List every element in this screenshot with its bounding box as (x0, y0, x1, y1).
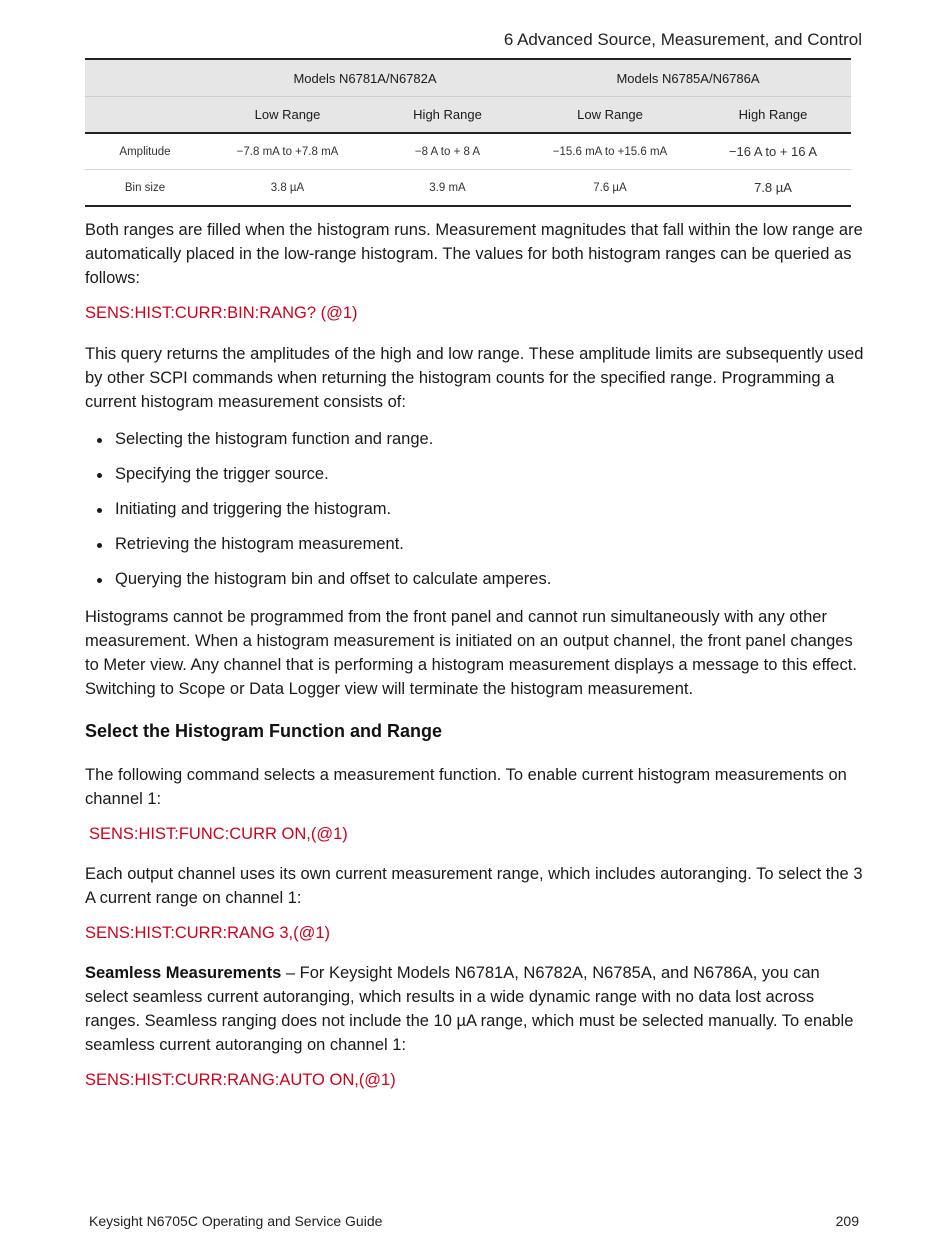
table-cell: 3.9 mA (370, 170, 525, 207)
table-model-header-row (85, 59, 851, 97)
table-cell: −7.8 mA to +7.8 mA (205, 133, 370, 170)
scpi-command-func-curr: SENS:HIST:FUNC:CURR ON,(@1) (89, 825, 348, 843)
paragraph-seamless (85, 961, 865, 1057)
paragraph-ranges-filled: Both ranges are filled when the histogram runs. Measurement magnitudes that fall within the low range are automatically placed in the low-range histogram. The values for both histogram ranges can be queried as follows: (85, 221, 863, 287)
table-range-header-row (85, 97, 851, 134)
table-row-label: Bin size (85, 170, 205, 207)
footer-guide-title: Keysight N6705C Operating and Service Guide (89, 1213, 383, 1229)
table-range-header: Low Range (205, 97, 370, 134)
table-cell: 7.8 µA (695, 170, 851, 207)
specification-table (85, 58, 851, 207)
scpi-command-auto-range: SENS:HIST:CURR:RANG:AUTO ON,(@1) (85, 1071, 396, 1089)
chapter-header: 6 Advanced Source, Measurement, and Control (503, 30, 862, 49)
scpi-command-curr-range: SENS:HIST:CURR:RANG 3,(@1) (85, 924, 331, 942)
page-number: 209 (835, 1213, 859, 1229)
table-range-header: Low Range (525, 97, 695, 134)
table-cell: −16 A to + 16 A (695, 133, 851, 170)
list-item: Retrieving the histogram measurement. (85, 532, 551, 567)
seamless-text: – For Keysight Models N6781A, N6782A, N6785A, and N6786A, you can select seamless current autoranging, which results in a wide dynamic range with no data lost across ranges. Seamless ranging does not include the 10 µA range, which must be selected manually. To enable seamless current autoranging on channel 1: (85, 964, 854, 1054)
table-model-header: Models N6785A/N6786A (525, 59, 851, 97)
table-cell: −8 A to + 8 A (370, 133, 525, 170)
list-item: Selecting the histogram function and range. (85, 427, 551, 462)
table-corner-cell (85, 59, 205, 97)
table-cell: 3.8 µA (205, 170, 370, 207)
paragraph-query-returns: This query returns the amplitudes of the high and low range. These amplitude limits are subsequently used by other SCPI commands when returning the histogram counts for the specified range. Programming a current histogram measurement consists of: (85, 345, 864, 411)
table-row-label: Amplitude (85, 133, 205, 170)
paragraph-front-panel: Histograms cannot be programmed from the front panel and cannot run simultaneously with any other measurement. When a histogram measurement is initiated on an output channel, the front panel changes to Meter view. Any channel that is performing a histogram measurement displays a message to this effect. Switching to Scope or Data Logger view will terminate the histogram measurement. (85, 608, 857, 698)
table-row (85, 170, 851, 207)
scpi-command-bin-range: SENS:HIST:CURR:BIN:RANG? (@1) (85, 304, 358, 322)
programming-steps-list (85, 427, 551, 602)
table-model-header: Models N6781A/N6782A (205, 59, 525, 97)
paragraph-range-select: Each output channel uses its own current measurement range, which includes autoranging. To select the 3 A current range on channel 1: (85, 865, 863, 907)
list-item: Specifying the trigger source. (85, 462, 551, 497)
list-item: Querying the histogram bin and offset to calculate amperes. (85, 567, 551, 602)
seamless-heading: Seamless Measurements (85, 964, 282, 982)
table-corner-cell (85, 97, 205, 134)
table-cell: 7.6 µA (525, 170, 695, 207)
table-range-header: High Range (370, 97, 525, 134)
table-cell: −15.6 mA to +15.6 mA (525, 133, 695, 170)
paragraph-select-function: The following command selects a measurement function. To enable current histogram measurements on channel 1: (85, 766, 847, 808)
list-item: Initiating and triggering the histogram. (85, 497, 551, 532)
table-range-header: High Range (695, 97, 851, 134)
section-title: Select the Histogram Function and Range (85, 721, 443, 741)
table-row (85, 133, 851, 170)
